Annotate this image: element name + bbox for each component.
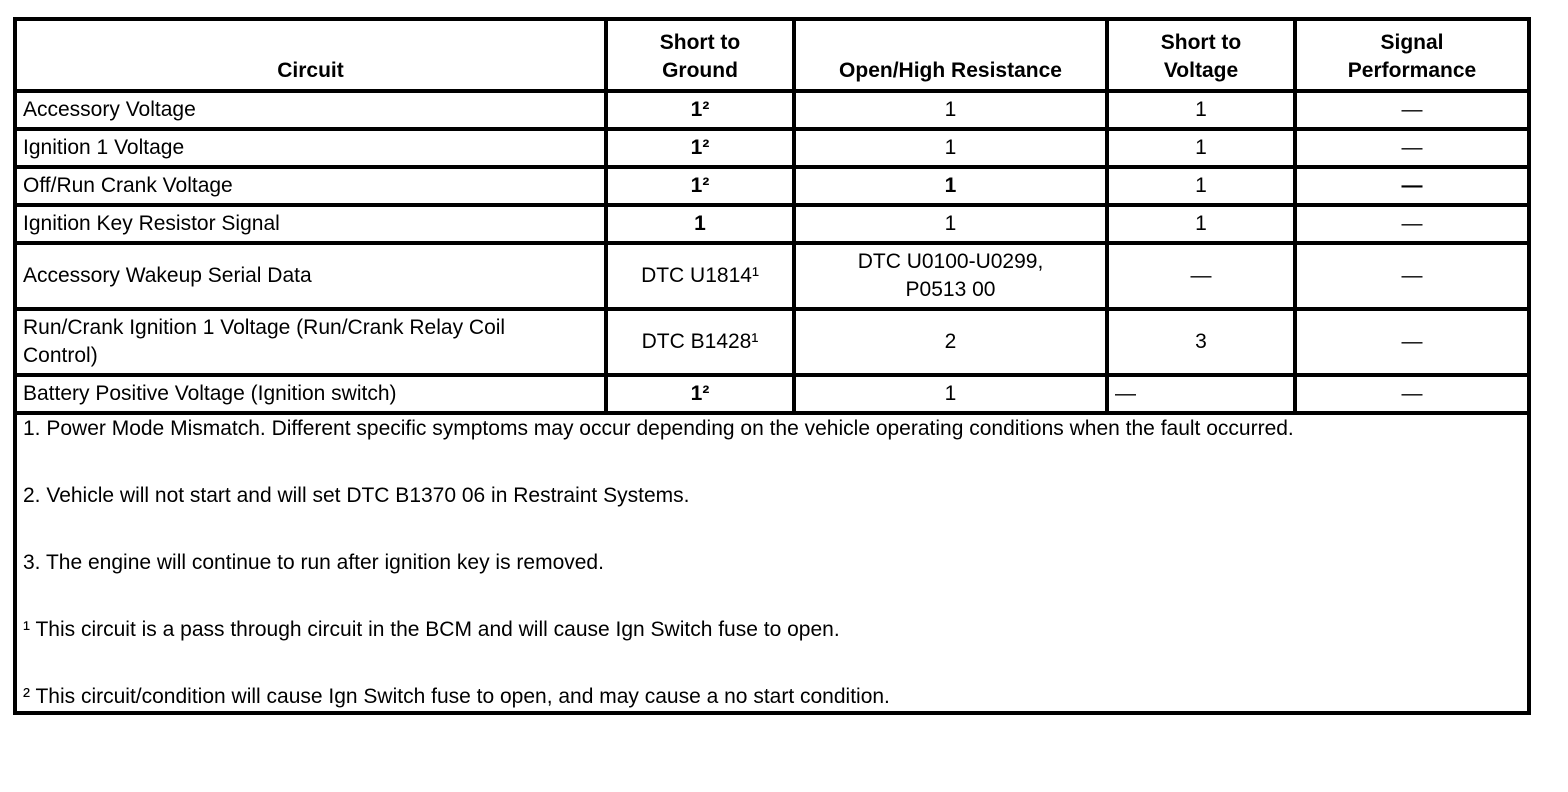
table-row	[15, 309, 1529, 375]
header-signal-performance: Signal Performance	[1295, 19, 1529, 91]
short-to-voltage-cell: 1	[1107, 167, 1295, 205]
header-short-to-ground: Short to Ground	[606, 19, 794, 91]
short-to-voltage-cell: 1	[1107, 205, 1295, 243]
short-to-ground-cell: 1²	[606, 375, 794, 413]
open-high-resistance-cell: 2	[794, 309, 1107, 375]
open-high-resistance-cell: 1	[794, 129, 1107, 167]
short-to-voltage-cell: 3	[1107, 309, 1295, 375]
signal-performance-cell: —	[1295, 205, 1529, 243]
table-row	[15, 243, 1529, 309]
signal-performance-cell: —	[1295, 129, 1529, 167]
signal-performance-cell: —	[1295, 91, 1529, 129]
short-to-voltage-cell: 1	[1107, 129, 1295, 167]
table-row	[15, 375, 1529, 413]
short-to-voltage-cell: —	[1107, 243, 1295, 309]
circuit-cell: Accessory Wakeup Serial Data	[15, 243, 606, 309]
table-row	[15, 129, 1529, 167]
short-to-ground-cell: 1²	[606, 167, 794, 205]
header-short-to-voltage: Short to Voltage	[1107, 19, 1295, 91]
note-3: 3. The engine will continue to run after ignition key is removed.	[23, 551, 604, 574]
open-high-resistance-cell: 1	[794, 167, 1107, 205]
header-open-high-resistance: Open/High Resistance	[794, 19, 1107, 91]
table-row	[15, 167, 1529, 205]
table-row	[15, 91, 1529, 129]
notes-cell	[15, 413, 1529, 713]
circuit-fault-table	[13, 17, 1531, 715]
table-row	[15, 205, 1529, 243]
notes-row	[15, 413, 1529, 713]
signal-performance-cell: —	[1295, 375, 1529, 413]
circuit-cell: Ignition 1 Voltage	[15, 129, 606, 167]
signal-performance-cell: —	[1295, 309, 1529, 375]
circuit-cell: Ignition Key Resistor Signal	[15, 205, 606, 243]
short-to-ground-cell: 1	[606, 205, 794, 243]
circuit-cell: Run/Crank Ignition 1 Voltage (Run/Crank Relay Coil Control)	[15, 309, 606, 375]
open-high-resistance-cell: 1	[794, 375, 1107, 413]
circuit-cell: Off/Run Crank Voltage	[15, 167, 606, 205]
note-superscript-2: ² This circuit/condition will cause Ign Switch fuse to open, and may cause a no start condition.	[23, 685, 890, 708]
short-to-ground-cell: DTC B1428¹	[606, 309, 794, 375]
open-high-resistance-cell: 1	[794, 91, 1107, 129]
short-to-voltage-cell: 1	[1107, 91, 1295, 129]
short-to-ground-cell: DTC U1814¹	[606, 243, 794, 309]
short-to-ground-cell: 1²	[606, 129, 794, 167]
note-2: 2. Vehicle will not start and will set DTC B1370 06 in Restraint Systems.	[23, 484, 690, 507]
signal-performance-cell: —	[1295, 167, 1529, 205]
short-to-voltage-cell: —	[1107, 375, 1295, 413]
open-high-resistance-cell: 1	[794, 205, 1107, 243]
note-1: 1. Power Mode Mismatch. Different specific symptoms may occur depending on the vehicle operating conditions when the fault occurred.	[23, 417, 1294, 440]
short-to-ground-cell: 1²	[606, 91, 794, 129]
circuit-cell: Accessory Voltage	[15, 91, 606, 129]
note-superscript-1: ¹ This circuit is a pass through circuit in the BCM and will cause Ign Switch fuse to open.	[23, 618, 840, 641]
circuit-cell: Battery Positive Voltage (Ignition switch)	[15, 375, 606, 413]
open-high-resistance-cell: DTC U0100-U0299, P0513 00	[794, 243, 1107, 309]
header-circuit: Circuit	[15, 19, 606, 91]
header-row	[15, 19, 1529, 91]
signal-performance-cell: —	[1295, 243, 1529, 309]
